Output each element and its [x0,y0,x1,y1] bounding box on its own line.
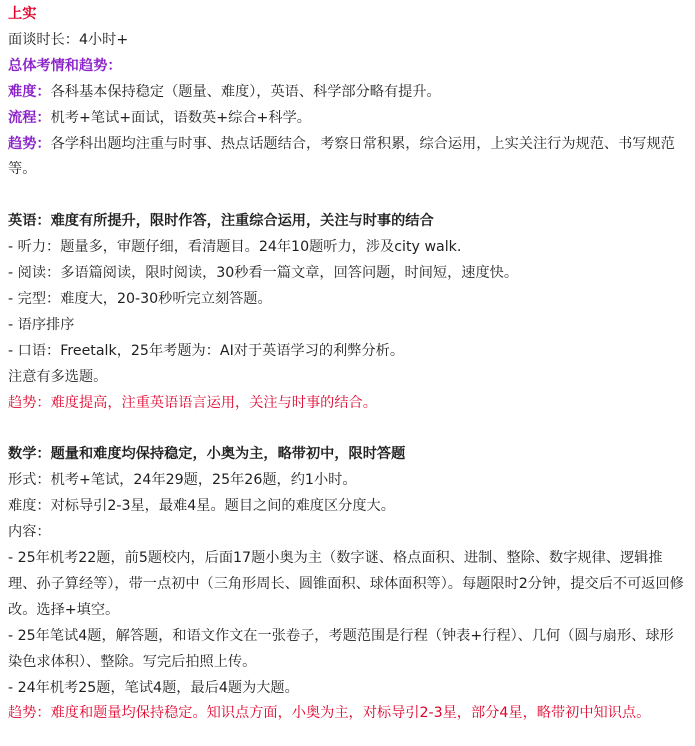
math-form: 形式：机考+笔试，24年29题，25年26题，约1小时。 [8,472,357,489]
difficulty-label: 难度： [8,83,51,100]
school-title: 上实 [8,6,37,22]
english-item-listening: - 听力：题量多，审题仔细，看清题目。24年10题听力，涉及city walk. [8,239,462,256]
overview-process [8,106,687,132]
interview-duration: 面谈时长：4小时+ [8,31,129,48]
process-label: 流程： [8,109,51,126]
spacer [8,183,687,209]
math-item-written-exam: - 25年笔试4题，解答题，和语文作文在一张卷子，考题范围是行程（钟表+行程）、几何（圆与扇形、球形染色求体积）、整除。写完后拍照上传。 [8,627,674,670]
math-trend: 趋势：难度和题量均保持稳定。知识点方面，小奥为主，对标导引2-3星，部分4星，略带初中知识点。 [8,705,651,722]
process-text: 机考+笔试+面试，语数英+综合+科学。 [50,109,311,126]
english-item-cloze: - 完型：难度大，20-30秒听完立刻答题。 [8,290,272,307]
english-trend: 趋势：难度提高，注重英语语言运用，关注与时事的结合。 [8,394,377,411]
english-heading: 英语：难度有所提升，限时作答，注重综合运用，关注与时事的结合 [8,213,434,230]
overview-heading: 总体考情和趋势： [8,57,122,74]
difficulty-text: 各科基本保持稳定（题量、难度），英语、科学部分略有提升。 [50,83,441,100]
trend-text: 各学科出题均注重与时事、热点话题结合，考察日常积累，综合运用，上实关注行为规范、书写规范等。 [8,135,675,178]
math-item-2024: - 24年机考25题，笔试4题，最后4题为大题。 [8,679,299,696]
english-note: 注意有多选题。 [8,368,108,385]
spacer [8,416,687,442]
english-item-reading: - 阅读：多语篇阅读，限时阅读，30秒看一篇文章，回答问题，时间短，速度快。 [8,265,519,282]
math-content-label: 内容： [8,524,51,541]
math-heading: 数学：题量和难度均保持稳定，小奥为主，略带初中，限时答题 [8,446,406,463]
overview-difficulty [8,80,687,106]
trend-label: 趋势： [8,135,51,152]
overview-trend [8,132,687,184]
english-item-speaking: - 口语：Freetalk，25年考题为：AI对于英语学习的利弊分析。 [8,342,405,359]
math-item-machine-exam: - 25年机考22题，前5题校内，后面17题小奥为主（数字谜、格点面积、进制、整除、数字规律、逻辑推理、孙子算经等），带一点初中（三角形周长、圆锥面积、球体面积等）。每题限时2分钟，提交后不可返回修改。选择+填空。 [8,550,684,618]
math-difficulty: 难度：对标导引2-3星，最难4星。题目之间的难度区分度大。 [8,498,395,515]
english-item-ordering: - 语序排序 [8,316,75,333]
